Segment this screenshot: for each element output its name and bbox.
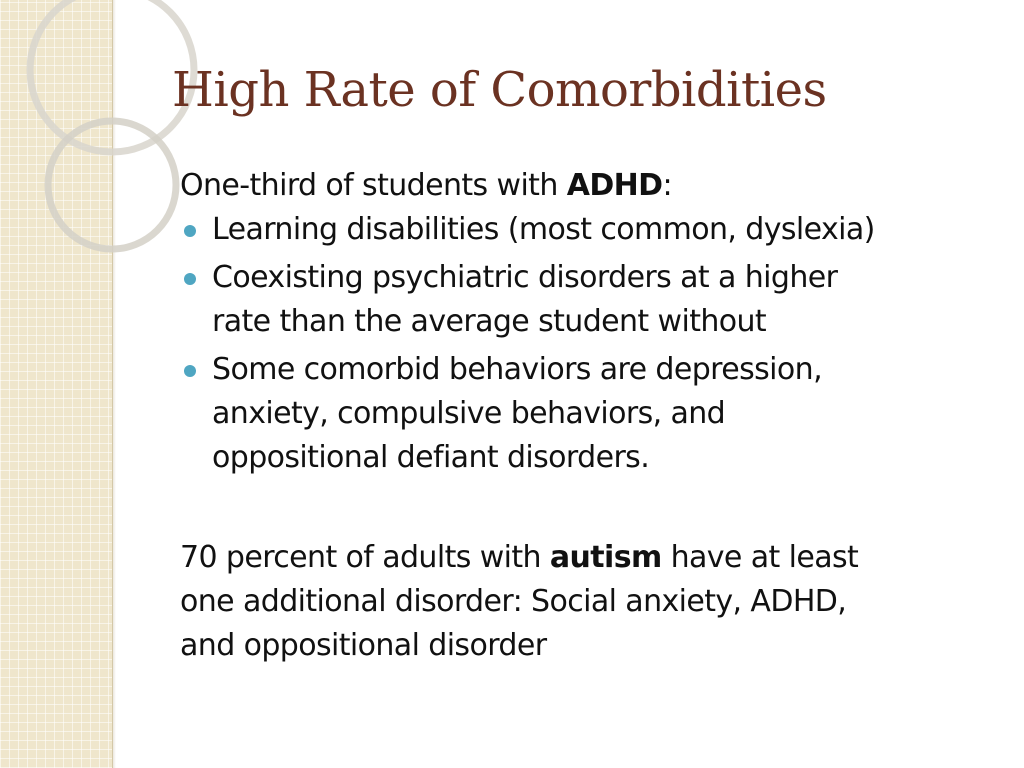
bullet-dot-icon (184, 225, 196, 237)
bullet-line: Coexisting psychiatric disorders at a higher (212, 260, 838, 295)
closing-emphasis: autism (549, 540, 662, 575)
closing-suffix: have at least (661, 540, 859, 575)
bullet-line: Some comorbid behaviors are depression, (212, 352, 822, 387)
bullet-list (180, 208, 1000, 480)
bullet-dot-icon (184, 365, 196, 377)
bullet-item-learning (180, 208, 1000, 252)
bullet-item-comorbid (180, 348, 1000, 480)
closing-line-3: and oppositional disorder (180, 628, 547, 663)
intro-paragraph (180, 164, 1000, 208)
intro-suffix: : (662, 168, 672, 203)
bullet-item-psychiatric (180, 256, 1000, 344)
closing-line-1 (180, 536, 1000, 580)
decorative-ring-upper (30, 0, 194, 152)
closing-line-2: one additional disorder: Social anxiety, ADHD, (180, 584, 847, 619)
bullet-dot-icon (184, 273, 196, 285)
slide-body (180, 164, 1000, 668)
intro-emphasis: ADHD (566, 168, 663, 203)
decorative-rings-icon (0, 0, 200, 260)
bullet-line: oppositional defiant disorders. (212, 440, 650, 475)
bullet-line: Learning disabilities (most common, dyslexia) (212, 212, 875, 247)
closing-prefix: 70 percent of adults with (180, 540, 550, 575)
closing-paragraph (180, 536, 1000, 668)
slide-title: High Rate of Comorbidities (172, 62, 827, 118)
decorative-ring-lower (48, 121, 176, 249)
bullet-line: rate than the average student without (212, 304, 767, 339)
intro-prefix: One-third of students with (180, 168, 567, 203)
bullet-line: anxiety, compulsive behaviors, and (212, 396, 726, 431)
